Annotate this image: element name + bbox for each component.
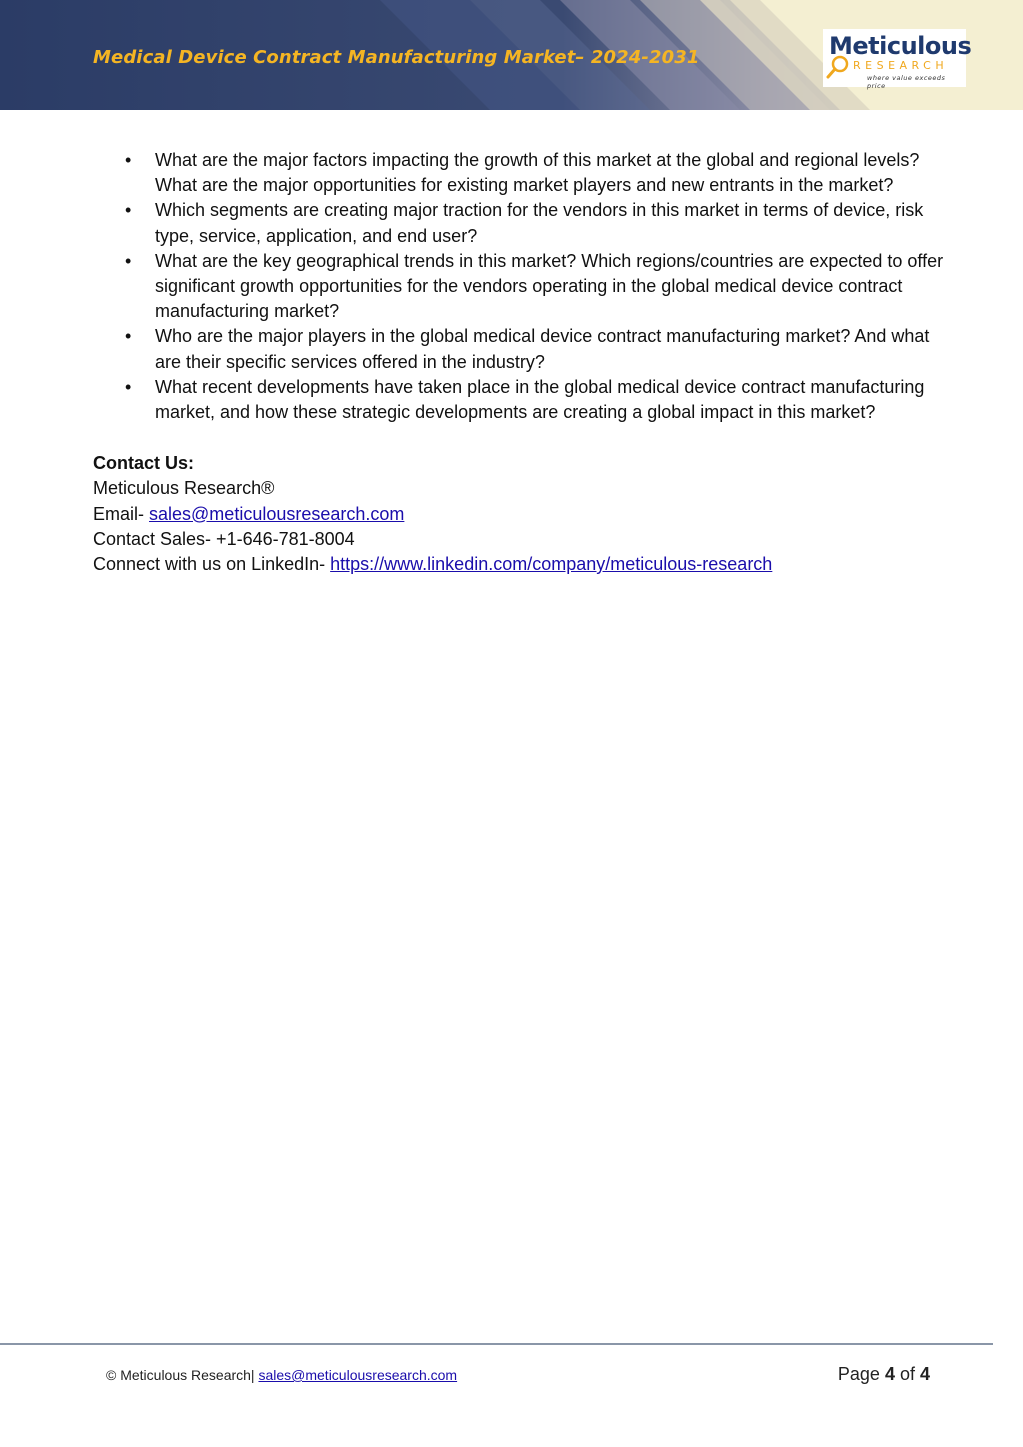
contact-section bbox=[93, 451, 953, 577]
page-prefix: Page bbox=[837, 1364, 885, 1384]
magnifier-icon bbox=[825, 55, 853, 81]
footer-email-link[interactable]: sales@meticulousresearch.com bbox=[258, 1367, 458, 1383]
contact-heading: Contact Us: bbox=[93, 453, 195, 474]
logo-subtitle: RESEARCH bbox=[853, 59, 949, 72]
sales-phone: Contact Sales- +1-646-781-8004 bbox=[93, 528, 355, 549]
linkedin-link[interactable]: https://www.linkedin.com/company/meticulous-research bbox=[330, 554, 773, 575]
list-item: • Which segments are creating major traction for the vendors in this market in terms of device, risk type, service, application, and end user? bbox=[93, 198, 953, 248]
company-name: Meticulous Research® bbox=[93, 478, 275, 499]
list-item: • What are the key geographical trends in this market? Which regions/countries are expected to offer significant growth opportunities for the vendors operating in the global medical device contract manufacturing market? bbox=[93, 249, 953, 325]
linkedin-label: Connect with us on LinkedIn- bbox=[93, 554, 331, 575]
questions-list bbox=[93, 148, 953, 425]
page-header bbox=[0, 0, 1023, 110]
email-row bbox=[93, 502, 953, 527]
footer-divider bbox=[0, 1343, 993, 1345]
logo-tagline: where value exceeds price bbox=[867, 74, 946, 90]
list-item: • Who are the major players in the global medical device contract manufacturing market? And what are their specific services offered in the industry? bbox=[93, 324, 953, 374]
linkedin-row bbox=[93, 552, 953, 577]
report-title: Medical Device Contract Manufacturing Market– 2024-2031 bbox=[93, 47, 700, 68]
logo-wordmark: Meticulous bbox=[829, 32, 972, 60]
email-label: Email- bbox=[93, 503, 150, 524]
page-number bbox=[838, 1364, 930, 1385]
list-item: • What recent developments have taken place in the global medical device contract manufacturing market, and how these strategic developments are creating a global impact in this market? bbox=[93, 375, 953, 425]
page-body bbox=[93, 148, 953, 577]
page-of: of bbox=[894, 1364, 920, 1384]
page-total: 4 bbox=[919, 1364, 930, 1384]
footer-copyright bbox=[106, 1367, 457, 1383]
list-item: • What are the major factors impacting the growth of this market at the global and regional levels? What are the major opportunities for existing market players and new entrants in the market? bbox=[93, 148, 953, 198]
page-current: 4 bbox=[884, 1364, 895, 1384]
meticulous-logo bbox=[823, 29, 972, 90]
email-link[interactable]: sales@meticulousresearch.com bbox=[149, 503, 405, 524]
copyright-text: © Meticulous Research| bbox=[106, 1367, 259, 1383]
